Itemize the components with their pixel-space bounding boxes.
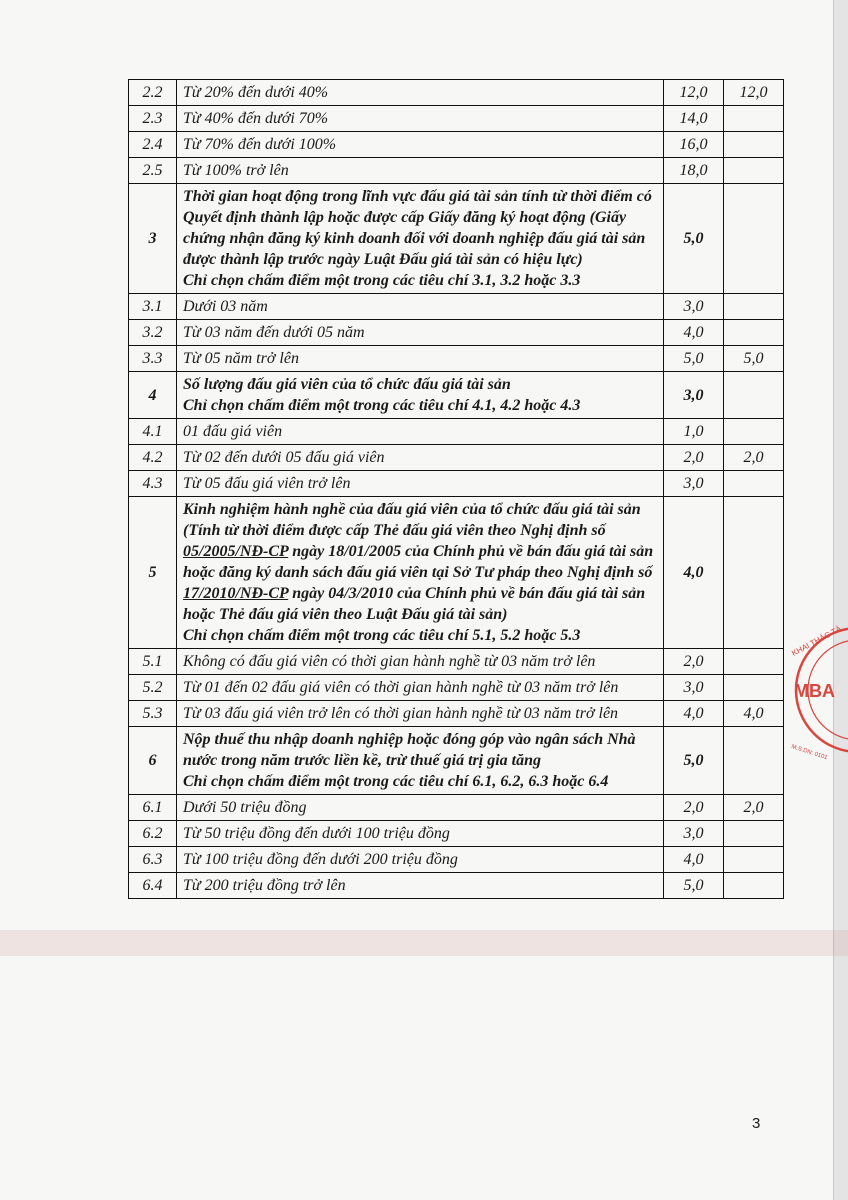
criteria-description — [177, 795, 664, 821]
criteria-row — [129, 346, 784, 372]
awarded-score — [724, 132, 784, 158]
criteria-text-part: 01 đấu giá viên — [183, 423, 283, 440]
criteria-text — [183, 473, 657, 494]
criteria-code: 3.2 — [129, 320, 177, 346]
criteria-group-row — [129, 372, 784, 419]
criteria-row — [129, 821, 784, 847]
awarded-score — [724, 649, 784, 675]
awarded-score: 2,0 — [724, 445, 784, 471]
criteria-description — [177, 372, 664, 419]
max-score: 3,0 — [664, 294, 724, 320]
criteria-code: 5.2 — [129, 675, 177, 701]
criteria-text-part: Từ 100% trở lên — [183, 162, 289, 179]
criteria-row — [129, 701, 784, 727]
criteria-description — [177, 675, 664, 701]
criteria-text — [183, 374, 657, 395]
awarded-score: 12,0 — [724, 80, 784, 106]
max-score: 4,0 — [664, 320, 724, 346]
max-score: 3,0 — [664, 675, 724, 701]
criteria-text-part: Nộp thuế thu nhập doanh nghiệp hoặc đóng góp vào ngân sách Nhà nước trong năm trước liền kề, trừ thuế giá trị gia tăng — [183, 731, 636, 769]
criteria-text — [183, 134, 657, 155]
criteria-description — [177, 158, 664, 184]
criteria-text-part: ngày 18/01/2005 của Chính phủ về bán đấu giá tài sản hoặc đăng ký danh sách đấu giá viên tại Sở Tư pháp theo Nghị định số — [183, 543, 654, 581]
criteria-code: 5.3 — [129, 701, 177, 727]
awarded-score — [724, 106, 784, 132]
criteria-description — [177, 419, 664, 445]
criteria-text-part: Từ 05 đấu giá viên trở lên — [183, 475, 351, 492]
criteria-selection-note: Chỉ chọn chấm điểm một trong các tiêu chí 6.1, 6.2, 6.3 hoặc 6.4 — [183, 773, 609, 790]
criteria-text — [183, 296, 657, 317]
criteria-row — [129, 445, 784, 471]
criteria-description — [177, 80, 664, 106]
criteria-code: 3 — [129, 184, 177, 294]
awarded-score — [724, 184, 784, 294]
criteria-code: 4 — [129, 372, 177, 419]
criteria-description — [177, 132, 664, 158]
criteria-description — [177, 294, 664, 320]
criteria-text-part: Từ 02 đến dưới 05 đấu giá viên — [183, 449, 385, 466]
criteria-selection-note: Chỉ chọn chấm điểm một trong các tiêu chí 3.1, 3.2 hoặc 3.3 — [183, 272, 581, 289]
criteria-text — [183, 797, 657, 818]
max-score: 3,0 — [664, 821, 724, 847]
criteria-score-table — [128, 79, 784, 899]
criteria-text — [183, 82, 657, 103]
criteria-row — [129, 649, 784, 675]
criteria-code: 3.1 — [129, 294, 177, 320]
awarded-score — [724, 471, 784, 497]
criteria-row — [129, 158, 784, 184]
criteria-text-part: ngày 04/3/2010 của Chính phủ về bán đấu giá tài sản hoặc Thẻ đấu giá viên theo Luật Đấu giá tài sản) — [183, 585, 646, 623]
max-score: 2,0 — [664, 445, 724, 471]
stamp-arc-bottom: M.S.DN: 0101 — [790, 744, 829, 762]
criteria-code: 6.4 — [129, 873, 177, 899]
criteria-row — [129, 675, 784, 701]
criteria-text — [183, 322, 657, 343]
criteria-description — [177, 106, 664, 132]
criteria-code: 2.5 — [129, 158, 177, 184]
criteria-text — [183, 160, 657, 181]
criteria-text-part: Từ 200 triệu đồng trở lên — [183, 877, 346, 894]
criteria-description — [177, 497, 664, 649]
stamp-arc-top: KHAI THÁC TÀ — [790, 624, 843, 658]
criteria-row — [129, 873, 784, 899]
criteria-description — [177, 847, 664, 873]
criteria-text — [183, 651, 657, 672]
awarded-score — [724, 847, 784, 873]
criteria-code: 6.1 — [129, 795, 177, 821]
criteria-code: 5 — [129, 497, 177, 649]
criteria-code: 5.1 — [129, 649, 177, 675]
criteria-row — [129, 106, 784, 132]
criteria-code: 2.3 — [129, 106, 177, 132]
criteria-code: 3.3 — [129, 346, 177, 372]
criteria-text — [183, 348, 657, 369]
criteria-text — [183, 729, 657, 771]
criteria-text-part: Từ 40% đến dưới 70% — [183, 110, 329, 127]
awarded-score — [724, 497, 784, 649]
max-score: 5,0 — [664, 184, 724, 294]
criteria-code: 2.4 — [129, 132, 177, 158]
criteria-description — [177, 727, 664, 795]
criteria-text — [183, 186, 657, 270]
awarded-score — [724, 294, 784, 320]
awarded-score — [724, 158, 784, 184]
max-score: 5,0 — [664, 873, 724, 899]
criteria-text-part: Số lượng đấu giá viên của tổ chức đấu giá tài sản — [183, 376, 511, 393]
awarded-score — [724, 372, 784, 419]
criteria-code: 6 — [129, 727, 177, 795]
decree-reference: 17/2010/NĐ-CP — [183, 585, 289, 602]
max-score: 2,0 — [664, 649, 724, 675]
criteria-text-part: Không có đấu giá viên có thời gian hành nghề từ 03 năm trở lên — [183, 653, 596, 670]
criteria-code: 6.2 — [129, 821, 177, 847]
max-score: 4,0 — [664, 497, 724, 649]
criteria-group-row — [129, 497, 784, 649]
awarded-score: 4,0 — [724, 701, 784, 727]
max-score: 4,0 — [664, 847, 724, 873]
decree-reference: 05/2005/NĐ-CP — [183, 543, 289, 560]
criteria-text-part: Từ 03 năm đến dưới 05 năm — [183, 324, 365, 341]
criteria-text — [183, 499, 657, 625]
criteria-text-part: Dưới 03 năm — [183, 298, 268, 315]
criteria-description — [177, 445, 664, 471]
criteria-description — [177, 701, 664, 727]
criteria-row — [129, 80, 784, 106]
page-number: 3 — [752, 1115, 761, 1132]
max-score: 5,0 — [664, 346, 724, 372]
max-score: 3,0 — [664, 372, 724, 419]
criteria-group-row — [129, 727, 784, 795]
criteria-text — [183, 703, 657, 724]
awarded-score: 5,0 — [724, 346, 784, 372]
awarded-score — [724, 727, 784, 795]
criteria-selection-note: Chỉ chọn chấm điểm một trong các tiêu chí 4.1, 4.2 hoặc 4.3 — [183, 397, 581, 414]
criteria-code: 2.2 — [129, 80, 177, 106]
criteria-row — [129, 320, 784, 346]
criteria-code: 6.3 — [129, 847, 177, 873]
criteria-description — [177, 821, 664, 847]
criteria-row — [129, 471, 784, 497]
max-score: 14,0 — [664, 106, 724, 132]
criteria-text — [183, 108, 657, 129]
criteria-text-part: Từ 01 đến 02 đấu giá viên có thời gian hành nghề từ 03 năm trở lên — [183, 679, 619, 696]
criteria-description — [177, 649, 664, 675]
criteria-selection-note: Chỉ chọn chấm điểm một trong các tiêu chí 5.1, 5.2 hoặc 5.3 — [183, 627, 581, 644]
criteria-text-part: Dưới 50 triệu đồng — [183, 799, 307, 816]
criteria-row — [129, 132, 784, 158]
stamp-brand: MBA — [794, 681, 835, 701]
max-score: 5,0 — [664, 727, 724, 795]
max-score: 1,0 — [664, 419, 724, 445]
criteria-code: 4.2 — [129, 445, 177, 471]
criteria-row — [129, 419, 784, 445]
criteria-text-part: Từ 20% đến dưới 40% — [183, 84, 329, 101]
criteria-text-part: Từ 50 triệu đồng đến dưới 100 triệu đồng — [183, 825, 450, 842]
criteria-description — [177, 471, 664, 497]
max-score: 3,0 — [664, 471, 724, 497]
criteria-text — [183, 849, 657, 870]
criteria-text — [183, 677, 657, 698]
criteria-row — [129, 795, 784, 821]
criteria-text-part: Từ 05 năm trở lên — [183, 350, 299, 367]
awarded-score — [724, 821, 784, 847]
awarded-score — [724, 320, 784, 346]
max-score: 2,0 — [664, 795, 724, 821]
criteria-table-body — [129, 80, 784, 899]
awarded-score: 2,0 — [724, 795, 784, 821]
max-score: 4,0 — [664, 701, 724, 727]
criteria-text — [183, 875, 657, 896]
criteria-code: 4.3 — [129, 471, 177, 497]
criteria-description — [177, 184, 664, 294]
criteria-text — [183, 447, 657, 468]
criteria-row — [129, 847, 784, 873]
max-score: 18,0 — [664, 158, 724, 184]
criteria-text-part: Từ 70% đến dưới 100% — [183, 136, 337, 153]
criteria-description — [177, 320, 664, 346]
awarded-score — [724, 675, 784, 701]
criteria-description — [177, 873, 664, 899]
criteria-text — [183, 823, 657, 844]
max-score: 16,0 — [664, 132, 724, 158]
page-edge-shadow — [834, 0, 848, 1200]
criteria-text-part: Kinh nghiệm hành nghề của đấu giá viên của tổ chức đấu giá tài sản (Tính từ thời điểm được cấp Thẻ đấu giá viên theo Nghị định số — [183, 501, 641, 539]
awarded-score — [724, 873, 784, 899]
criteria-text-part: Từ 03 đấu giá viên trở lên có thời gian hành nghề từ 03 năm trở lên — [183, 705, 619, 722]
criteria-group-row — [129, 184, 784, 294]
company-stamp-icon — [780, 612, 848, 772]
scan-tint-band — [0, 930, 848, 956]
criteria-text-part: Thời gian hoạt động trong lĩnh vực đấu giá tài sản tính từ thời điểm có Quyết định thành lập hoặc được cấp Giấy đăng ký hoạt động (Giấy chứng nhận đăng ký kinh doanh đối với doanh nghiệp đấu giá tài sản được thành lập trước ngày Luật Đấu giá tài sản có hiệu lực) — [183, 188, 652, 268]
criteria-row — [129, 294, 784, 320]
criteria-description — [177, 346, 664, 372]
awarded-score — [724, 419, 784, 445]
criteria-text — [183, 421, 657, 442]
criteria-text-part: Từ 100 triệu đồng đến dưới 200 triệu đồng — [183, 851, 458, 868]
criteria-code: 4.1 — [129, 419, 177, 445]
max-score: 12,0 — [664, 80, 724, 106]
